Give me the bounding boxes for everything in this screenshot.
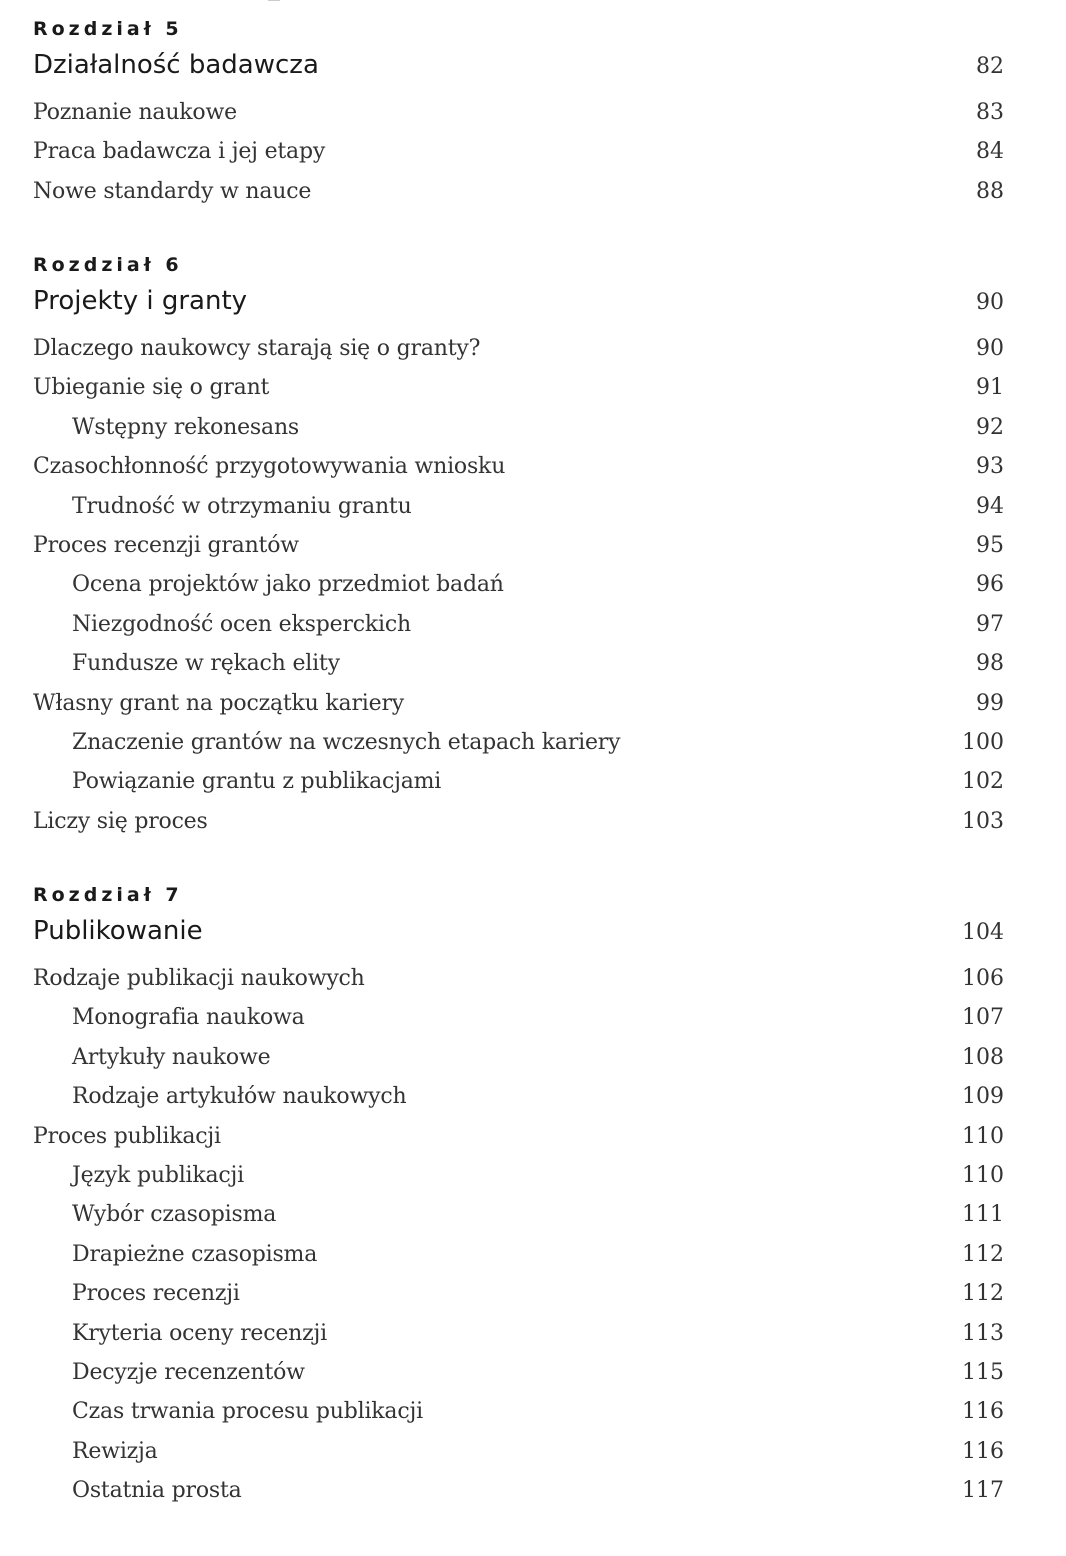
toc-entry-title: Powiązanie grantu z publikacjami <box>72 769 442 795</box>
toc-subentry[interactable] <box>0 1005 1066 1044</box>
chapter-page-number: 104 <box>962 920 1004 945</box>
toc-entry-page: 113 <box>962 1320 1004 1346</box>
toc-entry-title: Liczy się proces <box>33 808 208 834</box>
toc-entry[interactable] <box>0 454 1066 493</box>
toc-entry-page: 94 <box>976 493 1004 519</box>
toc-subentry[interactable] <box>0 1478 1066 1517</box>
toc-entry-page: 112 <box>962 1241 1004 1267</box>
toc-entry-page: 98 <box>976 651 1004 677</box>
toc-entry-page: 115 <box>962 1359 1004 1385</box>
toc-entry-title: Trudność w otrzymaniu grantu <box>72 493 412 519</box>
toc-entry-title: Decyzje recenzentów <box>72 1359 305 1385</box>
toc-entry-title: Własny grant na początku kariery <box>33 690 404 716</box>
toc-entry[interactable] <box>0 179 1066 218</box>
toc-entry-page: 103 <box>962 808 1004 834</box>
toc-entry-page: 100 <box>962 729 1004 755</box>
toc-entry-title: Artykuły naukowe <box>72 1044 271 1070</box>
chapter-title: Projekty i granty <box>33 286 248 316</box>
toc-subentry[interactable] <box>0 1399 1066 1438</box>
toc-subentry[interactable] <box>0 1202 1066 1241</box>
chapter-label: Rozdział 7 <box>33 884 183 906</box>
toc-entry-title: Monografia naukowa <box>72 1005 305 1031</box>
toc-entry-page: 83 <box>976 100 1004 125</box>
toc-subentry[interactable] <box>0 651 1066 690</box>
toc-entry-page: 95 <box>976 532 1004 558</box>
toc-entry-title: Kryteria oceny recenzji <box>72 1320 327 1346</box>
toc-entry-page: 99 <box>976 690 1004 716</box>
chapter-entries <box>0 966 1066 1517</box>
toc-subentry[interactable] <box>0 572 1066 611</box>
toc-subentry[interactable] <box>0 1321 1066 1360</box>
toc-entry-title: Fundusze w rękach elity <box>72 651 340 677</box>
toc-entry-title: Praca badawcza i jej etapy <box>33 139 326 165</box>
toc-entry-page: 90 <box>976 336 1004 361</box>
toc-entry[interactable] <box>0 533 1066 572</box>
toc-entry-title: Wybór czasopisma <box>72 1202 277 1228</box>
toc-entry-page: 88 <box>976 178 1004 204</box>
toc-subentry[interactable] <box>0 1439 1066 1478</box>
toc-entry[interactable] <box>0 375 1066 414</box>
toc-entry-title: Dlaczego naukowcy starają się o granty? <box>33 336 481 361</box>
toc-entry-title: Niezgodność ocen eksperckich <box>72 611 411 637</box>
toc-entry-title: Znaczenie grantów na wczesnych etapach kariery <box>72 729 621 755</box>
toc-entry-page: 111 <box>962 1202 1004 1228</box>
toc-subentry[interactable] <box>0 1281 1066 1320</box>
toc-subentry[interactable] <box>0 415 1066 454</box>
toc-subentry[interactable] <box>0 769 1066 808</box>
toc-entry[interactable] <box>0 139 1066 178</box>
top-edge-mark <box>268 0 280 1</box>
chapter-title-row[interactable] <box>0 50 1066 90</box>
toc-entry-page: 109 <box>962 1084 1004 1110</box>
toc-entry-title: Ostatnia prosta <box>72 1478 242 1504</box>
toc-entry-page: 110 <box>962 1162 1004 1188</box>
toc-entry-title: Czas trwania procesu publikacji <box>72 1399 423 1425</box>
toc-entry-page: 97 <box>976 611 1004 637</box>
toc-subentry[interactable] <box>0 1242 1066 1281</box>
toc-entry[interactable] <box>0 336 1066 375</box>
toc-entry-title: Proces recenzji <box>72 1281 240 1307</box>
toc-entry-page: 112 <box>962 1281 1004 1307</box>
toc-entry-title: Rodzaje artykułów naukowych <box>72 1084 407 1110</box>
chapter-title-row[interactable] <box>0 286 1066 326</box>
chapter-label: Rozdział 6 <box>33 254 183 276</box>
toc-entry-page: 92 <box>976 414 1004 440</box>
toc-subentry[interactable] <box>0 494 1066 533</box>
chapter-title: Działalność badawcza <box>33 50 319 80</box>
toc-entry-title: Drapieżne czasopisma <box>72 1241 318 1267</box>
chapter-title: Publikowanie <box>33 916 203 946</box>
toc-entry-page: 116 <box>962 1399 1004 1425</box>
toc-entry-title: Rewizja <box>72 1438 158 1464</box>
toc-entry-page: 96 <box>976 572 1004 598</box>
toc-subentry[interactable] <box>0 730 1066 769</box>
toc-entry[interactable] <box>0 100 1066 139</box>
toc-entry[interactable] <box>0 1124 1066 1163</box>
chapter-title-row[interactable] <box>0 916 1066 956</box>
toc-subentry[interactable] <box>0 612 1066 651</box>
toc-entry[interactable] <box>0 691 1066 730</box>
toc-subentry[interactable] <box>0 1360 1066 1399</box>
toc-entry-title: Rodzaje publikacji naukowych <box>33 966 365 991</box>
chapter-entries <box>0 336 1066 848</box>
toc-subentry[interactable] <box>0 1084 1066 1123</box>
toc-entry-title: Czasochłonność przygotowywania wniosku <box>33 454 506 480</box>
toc-entry[interactable] <box>0 966 1066 1005</box>
toc-entry-page: 102 <box>962 769 1004 795</box>
toc-entry-page: 110 <box>962 1123 1004 1149</box>
chapter-label: Rozdział 5 <box>33 18 183 40</box>
toc-entry[interactable] <box>0 809 1066 848</box>
toc-entry-page: 108 <box>962 1044 1004 1070</box>
toc-entry-page: 117 <box>962 1478 1004 1504</box>
toc-entry-title: Język publikacji <box>72 1162 245 1188</box>
toc-entry-page: 107 <box>962 1005 1004 1031</box>
toc-entry-title: Ubieganie się o grant <box>33 375 270 401</box>
toc-entry-page: 116 <box>962 1438 1004 1464</box>
toc-entry-title: Nowe standardy w nauce <box>33 178 312 204</box>
toc-entry-page: 93 <box>976 454 1004 480</box>
toc-entry-title: Poznanie naukowe <box>33 100 237 125</box>
toc-entry-page: 106 <box>962 966 1004 991</box>
toc-entry-title: Ocena projektów jako przedmiot badań <box>72 572 504 598</box>
toc-entry-title: Proces recenzji grantów <box>33 532 299 558</box>
chapter-page-number: 90 <box>976 290 1004 315</box>
toc-entry-page: 91 <box>976 375 1004 401</box>
chapter-page-number: 82 <box>976 54 1004 79</box>
toc-subentry[interactable] <box>0 1163 1066 1202</box>
chapter-entries <box>0 100 1066 218</box>
toc-entry-title: Proces publikacji <box>33 1123 221 1149</box>
toc-entry-page: 84 <box>976 139 1004 165</box>
toc-entry-title: Wstępny rekonesans <box>72 414 300 440</box>
toc-subentry[interactable] <box>0 1045 1066 1084</box>
